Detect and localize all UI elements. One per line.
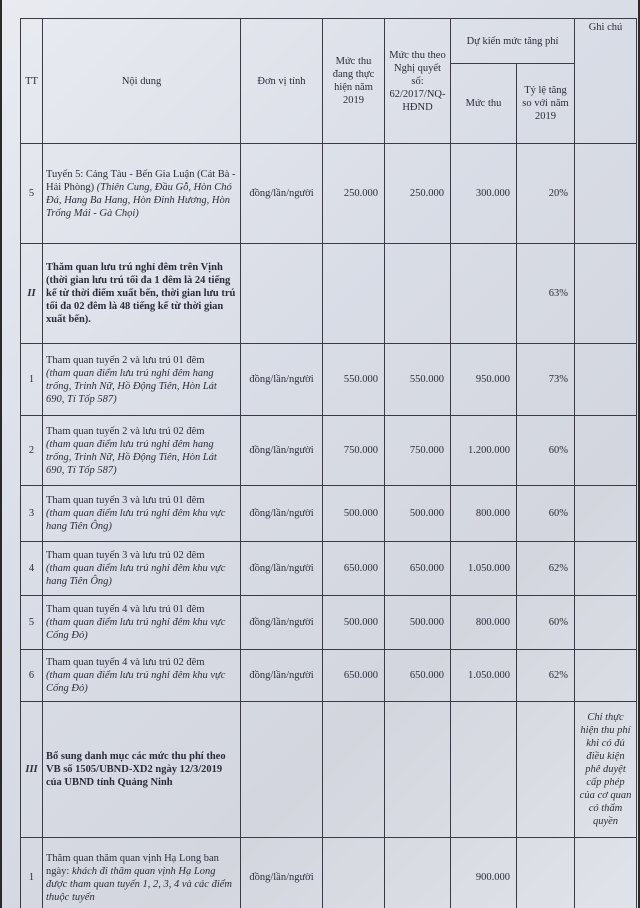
fee-table xyxy=(20,18,637,908)
table-row xyxy=(21,416,637,486)
row-unit: đồng/lần/người xyxy=(241,838,323,908)
row-detail: (tham quan điểm lưu trú nghỉ đêm khu vực Cống Đỏ) xyxy=(46,670,226,694)
row-title: Tham quan tuyến 3 và lưu trú 02 đêm xyxy=(46,550,205,561)
row-vnq: 750.000 xyxy=(385,416,451,486)
row-unit: đồng/lần/người xyxy=(241,596,323,650)
table-row xyxy=(21,838,637,908)
row-title: Tham quan tuyến 2 và lưu trú 01 đêm xyxy=(46,354,205,366)
row-content xyxy=(43,542,241,596)
row-tt: III xyxy=(21,702,43,838)
row-content xyxy=(43,650,241,702)
row-pct: 60% xyxy=(517,596,575,650)
header-noi-dung: Nội dung xyxy=(43,19,241,144)
row-tt: 5 xyxy=(21,596,43,650)
row-unit: đồng/lần/người xyxy=(241,416,323,486)
row-title: Tham quan tuyến 4 và lưu trú 02 đêm xyxy=(46,657,205,668)
row-content xyxy=(43,416,241,486)
row-tt: 3 xyxy=(21,486,43,542)
row-pct: 60% xyxy=(517,486,575,542)
row-detail: (tham quan điểm lưu trú nghỉ đêm hang trống, Trinh Nữ, Hồ Động Tiên, Hòn Lát 690, Tí Tốp 587) xyxy=(46,438,217,476)
table-row xyxy=(21,650,637,702)
table-row xyxy=(21,344,637,416)
row-title: Thăm quan lưu trú nghỉ đêm trên Vịnh (thời gian lưu trú tối đa 1 đêm là 24 tiếng kể từ thời điểm xuất bến, thời gian lưu trú tối đa 02 đêm là 48 tiếng kể từ thời gian xuất bến). xyxy=(43,244,241,344)
row-title: Thăm quan thăm quan vịnh Hạ Long ban ngày: xyxy=(46,852,219,877)
row-pct: 60% xyxy=(517,416,575,486)
row-pct: 20% xyxy=(517,144,575,244)
row-tt: 6 xyxy=(21,650,43,702)
row-pct: 63% xyxy=(517,244,575,344)
row-note xyxy=(575,144,637,244)
row-note: Chỉ thực hiện thu phí khi có đủ điều kiện phê duyệt cấp phép của cơ quan có thẩm quyền xyxy=(575,702,637,838)
row-new: 800.000 xyxy=(451,596,517,650)
row-v2019: 750.000 xyxy=(323,416,385,486)
row-unit: đồng/lần/người xyxy=(241,344,323,416)
row-unit: đồng/lần/người xyxy=(241,144,323,244)
row-title: Tham quan tuyến 3 và lưu trú 01 đêm xyxy=(46,495,205,506)
table-row xyxy=(21,702,637,838)
row-new: 900.000 xyxy=(451,838,517,908)
row-v2019: 650.000 xyxy=(323,650,385,702)
header-muc-thu-2019: Mức thu đang thực hiện năm 2019 xyxy=(323,19,385,144)
header-muc-thu-nq: Mức thu theo Nghị quyết số: 62/2017/NQ-HĐND xyxy=(385,19,451,144)
row-tt: 2 xyxy=(21,416,43,486)
row-detail: (tham quan điểm lưu trú nghỉ đêm khu vực hang Tiên Ông) xyxy=(46,563,226,587)
header-tt: TT xyxy=(21,19,43,144)
row-new: 1.050.000 xyxy=(451,650,517,702)
row-detail: (tham quan điểm lưu trú nghỉ đêm khu vực hang Tiên Ông) xyxy=(46,508,226,532)
row-new: 1.200.000 xyxy=(451,416,517,486)
row-title: Tham quan tuyến 2 và lưu trú 02 đêm xyxy=(46,425,205,437)
row-pct: 73% xyxy=(517,344,575,416)
document-page xyxy=(2,0,638,908)
row-tt: II xyxy=(21,244,43,344)
row-vnq: 250.000 xyxy=(385,144,451,244)
header-ghi-chu: Ghi chú xyxy=(575,19,637,144)
row-tt: 5 xyxy=(21,144,43,244)
row-v2019: 250.000 xyxy=(323,144,385,244)
row-vnq: 650.000 xyxy=(385,650,451,702)
row-title: Tuyến 5: Cảng Tàu - Bến Gia Luận (Cát Bà - Hải Phòng) xyxy=(46,168,236,193)
row-detail: (tham quan điểm lưu trú nghỉ đêm khu vực Cống Đỏ) xyxy=(46,617,226,641)
row-tt: 1 xyxy=(21,344,43,416)
header-du-kien: Dự kiến mức tăng phí xyxy=(451,19,575,64)
row-tt: 4 xyxy=(21,542,43,596)
row-tt: 1 xyxy=(21,838,43,908)
row-content xyxy=(43,838,241,908)
table-row xyxy=(21,542,637,596)
row-new: 950.000 xyxy=(451,344,517,416)
row-new: 1.050.000 xyxy=(451,542,517,596)
row-unit: đồng/lần/người xyxy=(241,650,323,702)
header-don-vi: Đơn vị tính xyxy=(241,19,323,144)
row-title: Tham quan tuyến 4 và lưu trú 01 đêm xyxy=(46,604,205,615)
row-vnq: 500.000 xyxy=(385,596,451,650)
header-muc-thu: Mức thu xyxy=(451,64,517,144)
row-unit: đồng/lần/người xyxy=(241,542,323,596)
table-row xyxy=(21,596,637,650)
row-detail: (Thiên Cung, Đầu Gỗ, Hòn Chó Đá, Hang Ba Hang, Hòn Đỉnh Hương, Hòn Trống Mái - Gà Chọi) xyxy=(46,181,232,219)
row-detail: (tham quan điểm lưu trú nghỉ đêm hang trống, Trinh Nữ, Hồ Động Tiên, Hòn Lát 690, Tí Tốp 587) xyxy=(46,367,217,405)
row-pct: 62% xyxy=(517,650,575,702)
row-content xyxy=(43,344,241,416)
row-content xyxy=(43,486,241,542)
row-new: 800.000 xyxy=(451,486,517,542)
row-pct: 62% xyxy=(517,542,575,596)
row-unit: đồng/lần/người xyxy=(241,486,323,542)
row-content xyxy=(43,596,241,650)
row-v2019: 550.000 xyxy=(323,344,385,416)
header-row xyxy=(21,19,637,64)
table-row xyxy=(21,244,637,344)
row-v2019: 500.000 xyxy=(323,486,385,542)
row-v2019: 650.000 xyxy=(323,542,385,596)
header-ty-le: Tỷ lệ tăng so với năm 2019 xyxy=(517,64,575,144)
row-vnq: 500.000 xyxy=(385,486,451,542)
row-detail: khách đi thăm quan vịnh Hạ Long được tham quan tuyến 1, 2, 3, 4 và các điểm thuộc tuyến xyxy=(46,865,232,903)
row-new: 300.000 xyxy=(451,144,517,244)
row-vnq: 650.000 xyxy=(385,542,451,596)
table-row xyxy=(21,486,637,542)
row-v2019: 500.000 xyxy=(323,596,385,650)
row-title: Bổ sung danh mục các mức thu phí theo VB số 1505/UBND-XD2 ngày 12/3/2019 của UBND tỉnh Quảng Ninh xyxy=(43,702,241,838)
row-content xyxy=(43,144,241,244)
table-row xyxy=(21,144,637,244)
row-vnq: 550.000 xyxy=(385,344,451,416)
